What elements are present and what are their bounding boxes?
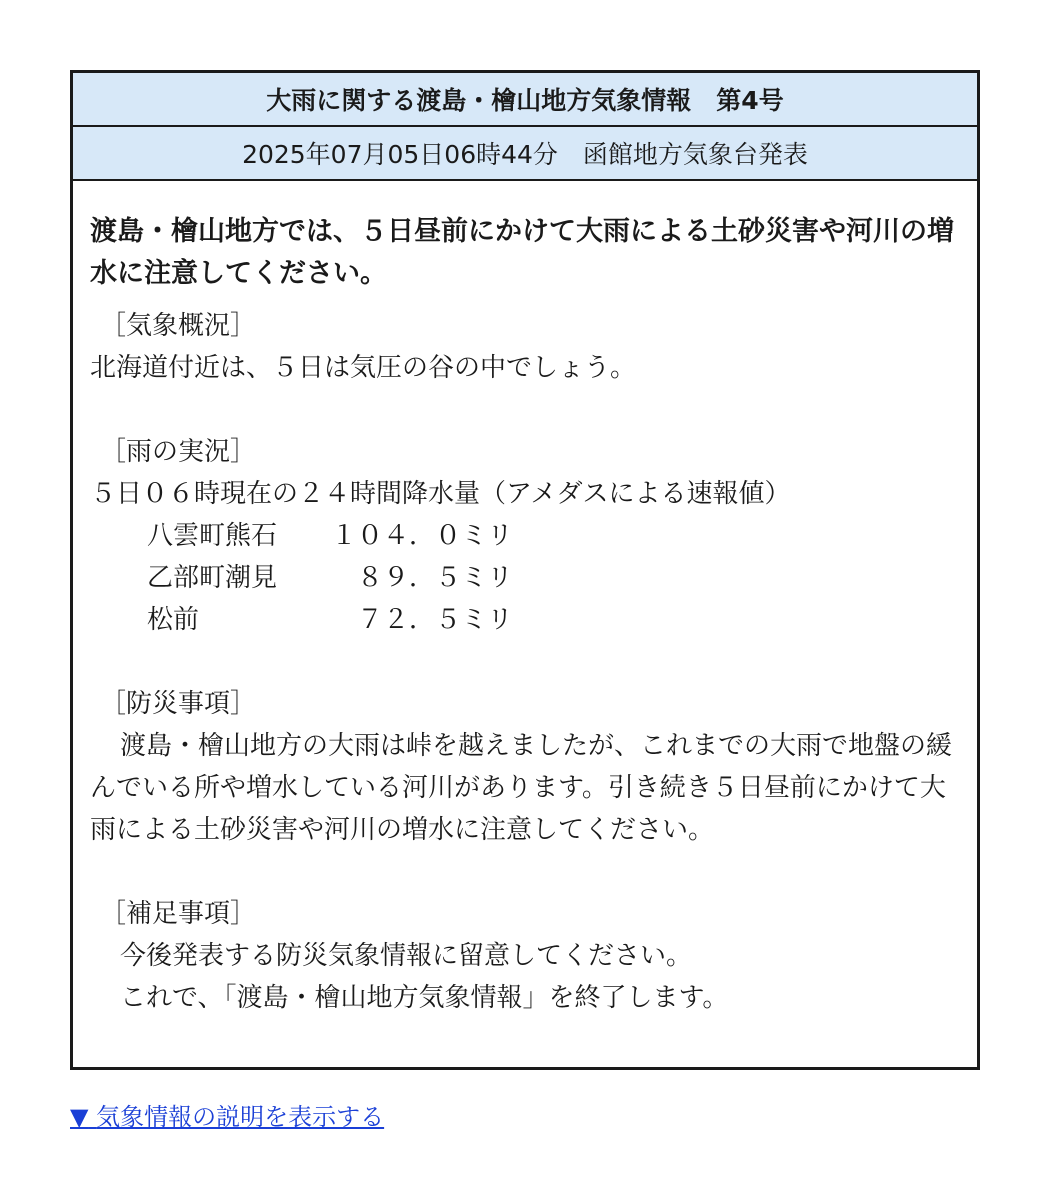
supplement-line: これで、「渡島・檜山地方気象情報」を終了します。 <box>120 983 729 1013</box>
station-name: 八雲町熊石 <box>147 521 278 551</box>
rain-station-row <box>90 599 977 641</box>
overview-heading: ［気象概況］ <box>100 311 257 341</box>
disaster-heading: ［防災事項］ <box>100 689 257 719</box>
station-name: 乙部町潮見 <box>147 563 278 593</box>
rain-station-row <box>90 557 977 599</box>
supplement-heading: ［補足事項］ <box>100 899 257 929</box>
info-body <box>73 181 977 1019</box>
show-explanation-label: 気象情報の説明を表示する <box>96 1103 385 1131</box>
overview-text: 北海道付近は、５日は気圧の谷の中でしょう。 <box>90 353 637 383</box>
station-value: ７２．５ミリ <box>356 605 513 635</box>
info-title: 大雨に関する渡島・檜山地方気象情報 第4号 <box>73 73 977 127</box>
station-value: ８９．５ミリ <box>356 563 513 593</box>
rain-station-row <box>90 515 977 557</box>
supplement-line: 今後発表する防災気象情報に留意してください。 <box>120 941 693 971</box>
station-name: 松前 <box>147 605 200 635</box>
lead-summary: 渡島・檜山地方では、５日昼前にかけて大雨による土砂災害や河川の増水に注意してください。 <box>90 216 954 289</box>
triangle-down-icon: ▼ <box>70 1103 89 1131</box>
station-value: １０４．０ミリ <box>330 521 513 551</box>
weather-info-panel <box>70 70 980 1070</box>
issued-datetime: 2025年07月05日06時44分 函館地方気象台発表 <box>73 127 977 181</box>
show-explanation-link[interactable] <box>70 1097 384 1132</box>
disaster-text: 渡島・檜山地方の大雨は峠を越えましたが、これまでの大雨で地盤の緩んでいる所や増水している河川があります。引き続き５日昼前にかけて大雨による土砂災害や河川の増水に注意してください。 <box>90 731 953 845</box>
rain-intro: ５日０６時現在の２４時間降水量（アメダスによる速報値） <box>90 479 791 509</box>
rain-heading: ［雨の実況］ <box>100 437 257 467</box>
